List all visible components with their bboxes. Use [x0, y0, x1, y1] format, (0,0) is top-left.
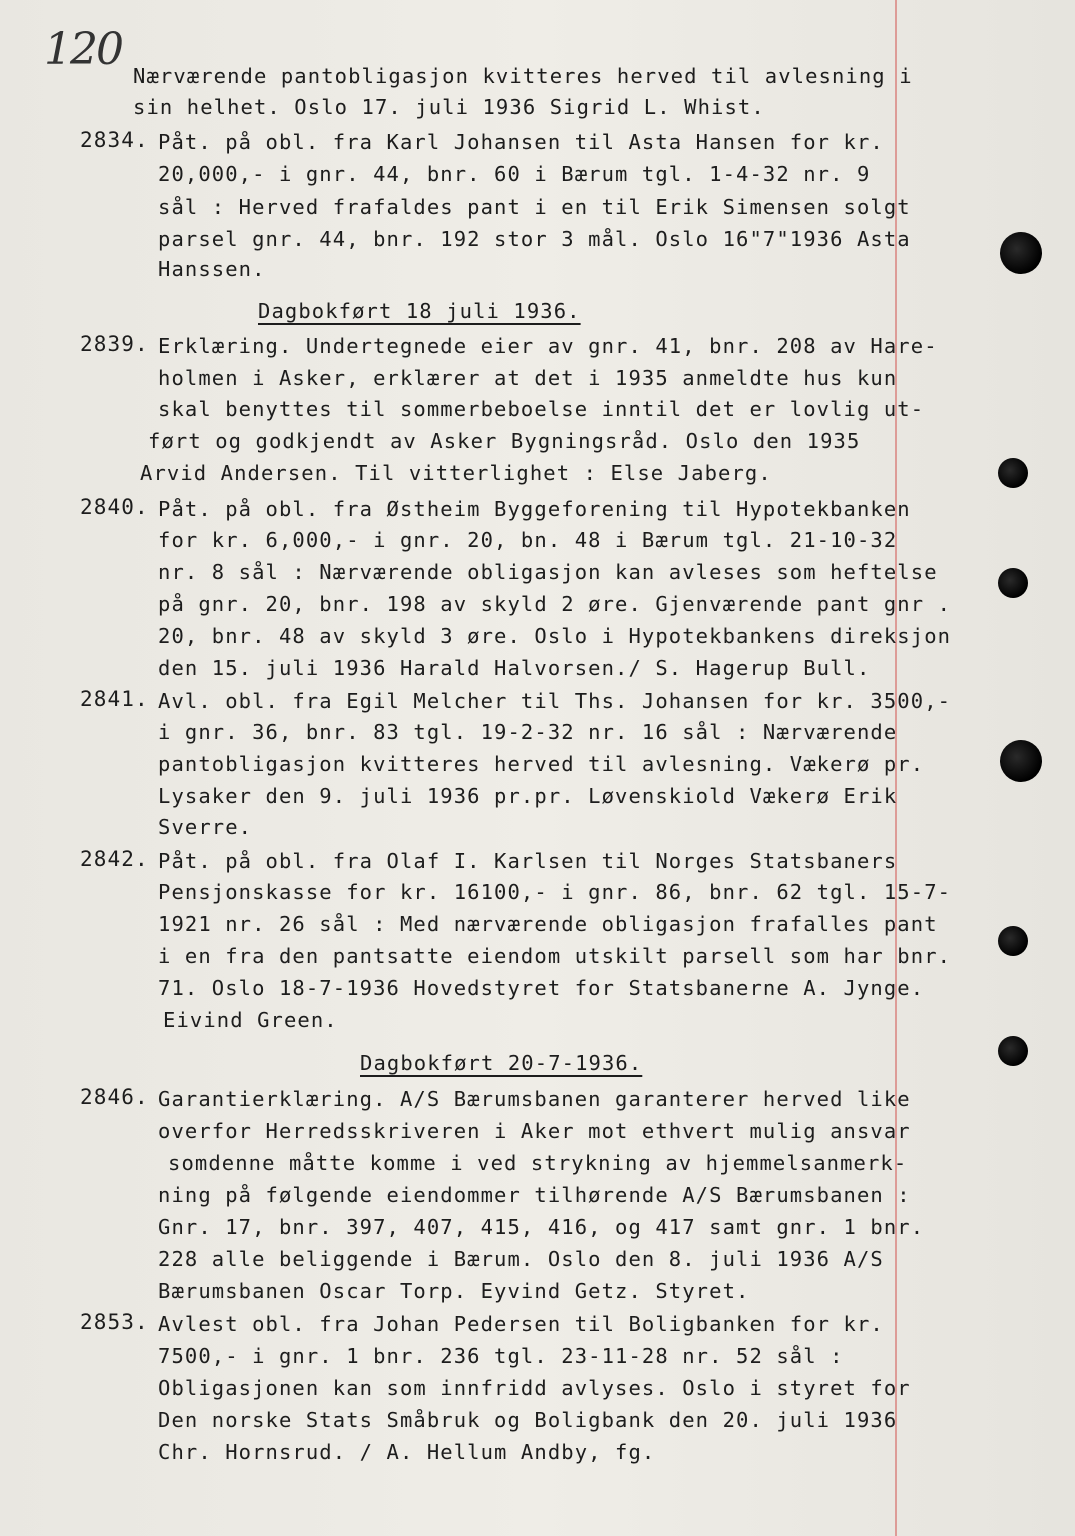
- text-line: overfor Herredsskriveren i Aker mot ethvert mulig ansvar: [158, 1119, 911, 1143]
- entry-number: 2840.: [80, 495, 149, 519]
- entry-number: 2841.: [80, 687, 149, 711]
- binder-hole: [1000, 232, 1042, 274]
- text-line: 228 alle beliggende i Bærum. Oslo den 8. juli 1936 A/S: [158, 1247, 884, 1271]
- binder-hole: [998, 1036, 1028, 1066]
- section-heading: Dagbokført 18 juli 1936.: [258, 299, 581, 323]
- text-line: Obligasjonen kan som innfridd avlyses. Oslo i styret for: [158, 1376, 911, 1400]
- text-line: ning på følgende eiendommer tilhørende A/S Bærumsbanen :: [158, 1183, 911, 1207]
- text-line: Avl. obl. fra Egil Melcher til Ths. Johansen for kr. 3500,-: [158, 689, 952, 713]
- text-line: nr. 8 sål : Nærværende obligasjon kan avleses som heftelse: [158, 560, 938, 584]
- text-line: Erklæring. Undertegnede eier av gnr. 41, bnr. 208 av Hare-: [158, 334, 938, 358]
- text-line: på gnr. 20, bnr. 198 av skyld 2 øre. Gjenværende pant gnr .: [158, 592, 952, 616]
- text-line: 7500,- i gnr. 1 bnr. 236 tgl. 23-11-28 nr. 52 sål :: [158, 1344, 844, 1368]
- text-line: i gnr. 36, bnr. 83 tgl. 19-2-32 nr. 16 sål : Nærværende: [158, 720, 898, 744]
- text-line: Sverre.: [158, 815, 253, 839]
- text-line: skal benyttes til sommerbeboelse inntil det er lovlig ut-: [158, 397, 925, 421]
- text-line: 1921 nr. 26 sål : Med nærværende obligasjon frafalles pant: [158, 912, 938, 936]
- text-line: den 15. juli 1936 Harald Halvorsen./ S. Hagerup Bull.: [158, 656, 871, 680]
- text-line: Arvid Andersen. Til vitterlighet : Else Jaberg.: [140, 461, 772, 485]
- text-line: Hanssen.: [158, 257, 266, 281]
- text-line: Bærumsbanen Oscar Torp. Eyvind Getz. Styret.: [158, 1279, 750, 1303]
- text-line: Påt. på obl. fra Karl Johansen til Asta Hansen for kr.: [158, 130, 884, 154]
- binder-hole: [998, 926, 1028, 956]
- text-line: Gnr. 17, bnr. 397, 407, 415, 416, og 417 samt gnr. 1 bnr.: [158, 1215, 925, 1239]
- entry-number: 2839.: [80, 332, 149, 356]
- text-line: Nærværende pantobligasjon kvitteres herved til avlesning i: [133, 64, 913, 88]
- text-line: Den norske Stats Småbruk og Boligbank den 20. juli 1936: [158, 1408, 898, 1432]
- text-line: for kr. 6,000,- i gnr. 20, bn. 48 i Bærum tgl. 21-10-32: [158, 528, 898, 552]
- text-line: Chr. Hornsrud. / A. Hellum Andby, fg.: [158, 1440, 656, 1464]
- entry-number: 2846.: [80, 1085, 149, 1109]
- text-line: Lysaker den 9. juli 1936 pr.pr. Løvenskiold Vækerø Erik: [158, 784, 898, 808]
- text-line: 20,000,- i gnr. 44, bnr. 60 i Bærum tgl. 1-4-32 nr. 9: [158, 162, 871, 186]
- text-line: somdenne måtte komme i ved strykning av hjemmelsanmerk-: [168, 1151, 908, 1175]
- text-line: i en fra den pantsatte eiendom utskilt parsell som har bnr.: [158, 944, 952, 968]
- section-heading: Dagbokført 20-7-1936.: [360, 1051, 643, 1075]
- text-line: Eivind Green.: [163, 1008, 338, 1032]
- binder-hole: [998, 458, 1028, 488]
- entry-number: 2842.: [80, 847, 149, 871]
- text-line: Påt. på obl. fra Olaf I. Karlsen til Norges Statsbaners: [158, 849, 898, 873]
- text-line: Pensjonskasse for kr. 16100,- i gnr. 86, bnr. 62 tgl. 15-7-: [158, 880, 952, 904]
- text-line: 20, bnr. 48 av skyld 3 øre. Oslo i Hypotekbankens direksjon: [158, 624, 952, 648]
- text-line: Garantierklæring. A/S Bærumsbanen garanterer herved like: [158, 1087, 911, 1111]
- text-line: parsel gnr. 44, bnr. 192 stor 3 mål. Oslo 16"7"1936 Asta: [158, 227, 911, 251]
- text-line: Avlest obl. fra Johan Pedersen til Boligbanken for kr.: [158, 1312, 884, 1336]
- text-line: ført og godkjendt av Asker Bygningsråd. Oslo den 1935: [148, 429, 861, 453]
- binder-hole: [998, 568, 1028, 598]
- text-line: sin helhet. Oslo 17. juli 1936 Sigrid L. Whist.: [133, 95, 765, 119]
- text-line: 71. Oslo 18-7-1936 Hovedstyret for Statsbanerne A. Jynge.: [158, 976, 925, 1000]
- entry-number: 2853.: [80, 1310, 149, 1334]
- binder-hole: [1000, 740, 1042, 782]
- page-number: 120: [44, 24, 122, 75]
- text-line: holmen i Asker, erklærer at det i 1935 anmeldte hus kun: [158, 366, 898, 390]
- entry-number: 2834.: [80, 128, 149, 152]
- text-line: Påt. på obl. fra Østheim Byggeforening til Hypotekbanken: [158, 497, 911, 521]
- text-line: sål : Herved frafaldes pant i en til Erik Simensen solgt: [158, 195, 911, 219]
- text-line: pantobligasjon kvitteres herved til avlesning. Vækerø pr.: [158, 752, 925, 776]
